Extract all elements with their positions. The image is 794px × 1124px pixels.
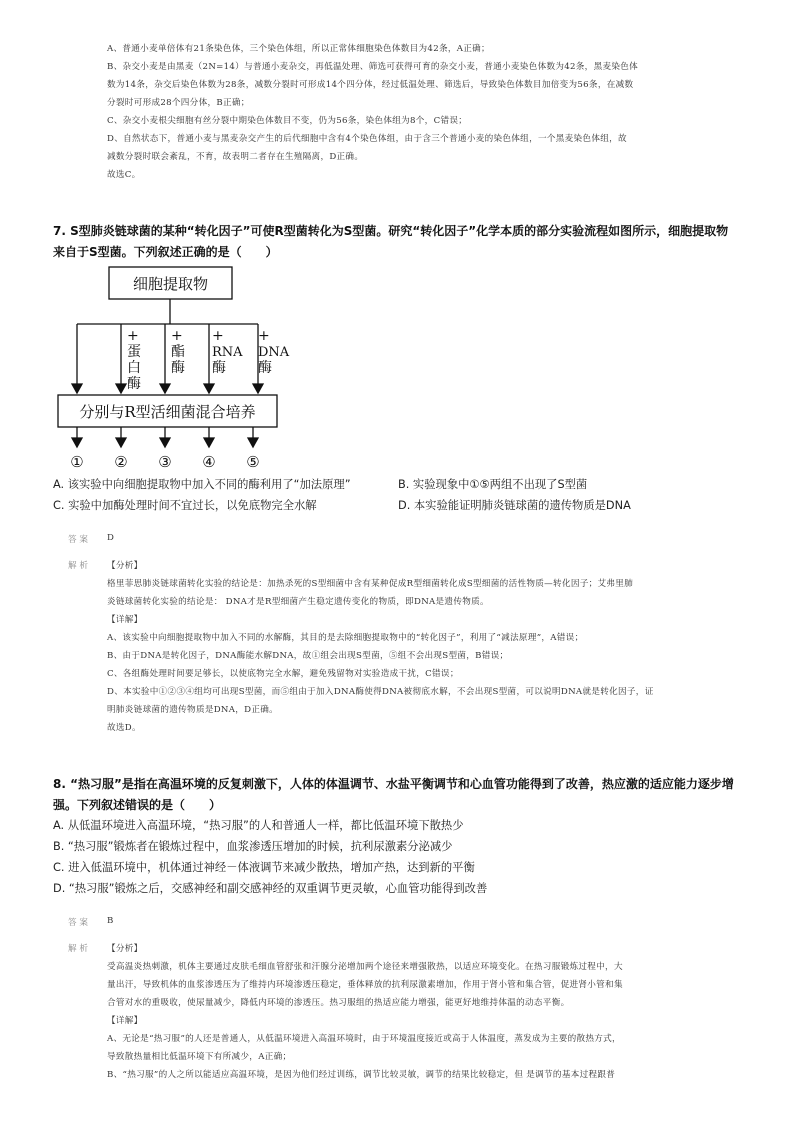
q8-analysis-line: 受高温炎热刺激，机体主要通过皮肤毛细血管舒张和汗腺分泌增加两个途径来增强散热，以适应环境变化。在热习服锻炼过程中，大 [107,962,623,972]
q7-stem: 7. S型肺炎链球菌的某种“转化因子”可使R型菌转化为S型菌。研究“转化因子”化学本质的部分实验流程如图所示，细胞提取物 [53,224,729,238]
prev-answer-line: 故选C。 [107,170,141,180]
q7-option-c[interactable]: C. 实验中加酶处理时间不宜过长，以免底物完全水解 [53,499,317,512]
q8-stem: 8. “热习服”是指在高温环境的反复刺激下，人体的体温调节、水盐平衡调节和心血管功能得到了改善，热应激的适应能力逐步增 [53,777,734,791]
svg-text:+: + [171,328,183,344]
q7-option-d[interactable]: D. 本实验能证明肺炎链球菌的遗传物质是DNA [398,499,631,512]
svg-text:酶: 酶 [212,360,226,376]
svg-text:+: + [127,328,139,344]
svg-text:DNA: DNA [258,345,290,360]
q8-analysis-line: 【详解】 [107,1016,143,1026]
q8-answer-label: 答 案 [68,918,88,928]
q8-stem: 强。下列叙述错误的是（ ） [53,798,222,812]
q8-option-c[interactable]: C. 进入低温环境中，机体通过神经－体液调节来减少散热，增加产热，达到新的平衡 [53,861,475,874]
q7-analysis-line: 故选D。 [107,723,141,733]
svg-text:+: + [212,328,224,344]
q7-experiment-diagram [50,262,300,477]
branch-esterase [171,328,185,376]
q7-analysis-line: D、本实验中①②③④组均可出现S型菌，而⑤组由于加入DNA酶使得DNA被彻底水解，不会出现S型菌，可以说明DNA就是转化因子，证 [107,687,654,697]
output-2: ② [114,453,128,471]
q7-option-b[interactable]: B. 实验现象中①⑤两组不出现了S型菌 [398,478,588,491]
q7-analysis-line: A、该实验中向细胞提取物中加入不同的水解酶，其目的是去除细胞提取物中的“转化因子”，利用了“减法原理”，A错误； [107,633,584,643]
prev-answer-line: B、杂交小麦是由黑麦（2N=14）与普通小麦杂交，再低温处理、筛选可获得可育的杂交小麦，普通小麦染色体数为42条，黑麦染色体 [107,62,639,72]
q7-analysis-line: 炎链球菌转化实验的结论是： DNA才是R型细菌产生稳定遗传变化的物质，即DNA是遗传物质。 [107,597,489,607]
q8-analysis-line: 合管对水的重吸收，使尿量减少，降低内环境的渗透压。热习服组的热适应能力增强，能更好地维持体温的动态平衡。 [107,998,570,1008]
q7-option-a[interactable]: A. 该实验中向细胞提取物中加入不同的酶利用了“加法原理” [53,478,351,491]
q8-analysis-line: 量出汗，导致机体的血浆渗透压为了维持内环境渗透压稳定，垂体释放的抗利尿激素增加，作用于肾小管和集合管，促进肾小管和集 [107,980,623,990]
branch-rnase [212,328,243,376]
output-4: ④ [202,453,216,471]
output-1: ① [70,453,84,471]
q8-option-b[interactable]: B. “热习服”锻炼者在锻炼过程中，血浆渗透压增加的时候，抗利尿激素分泌减少 [53,840,453,853]
q8-analysis-line: 【分析】 [107,944,143,954]
q8-analysis-line: A、无论是“热习服”的人还是普通人，从低温环境进入高温环境时，由于环境温度接近或高于人体温度，蒸发成为主要的散热方式， [107,1034,621,1044]
q7-analysis-line: 明肺炎链球菌的遗传物质是DNA，D正确。 [107,705,279,715]
prev-answer-line: D、自然状态下，普通小麦与黑麦杂交产生的后代细胞中含有4个染色体组，由于含三个普通小麦的染色体组，一个黑麦染色体组，故 [107,134,627,144]
bottom-box-label: 分别与R型活细菌混合培养 [79,403,256,421]
output-5: ⑤ [246,453,260,471]
svg-text:酶: 酶 [127,376,141,392]
q8-answer-value: B [107,916,114,926]
top-box-label: 细胞提取物 [132,275,209,293]
svg-text:酶: 酶 [258,360,272,376]
branch-protease [127,328,141,392]
svg-text:+: + [258,328,270,344]
svg-text:白: 白 [127,360,141,376]
q8-analysis-line: B、“热习服”的人之所以能适应高温环境，是因为他们经过训练，调节比较灵敏，调节的结果比较稳定，但 是调节的基本过程跟普 [107,1070,616,1080]
svg-text:RNA: RNA [212,345,243,360]
q7-analysis-line: 格里菲思肺炎链球菌转化实验的结论是：加热杀死的S型细菌中含有某种促成R型细菌转化成S型细菌的活性物质—转化因子；艾弗里肺 [107,579,634,589]
prev-answer-line: C、杂交小麦根尖细胞有丝分裂中期染色体数目不变，仍为56条，染色体组为8个，C错误； [107,116,468,126]
svg-text:蛋: 蛋 [127,344,141,360]
q8-analysis-line: 导致散热量相比低温环境下有所减少，A正确； [107,1052,292,1062]
q7-stem: 来自于S型菌。下列叙述正确的是（ ） [53,245,278,259]
q7-analysis-label: 解 析 [68,561,88,571]
q8-option-a[interactable]: A. 从低温环境进入高温环境，“热习服”的人和普通人一样，都比低温环境下散热少 [53,819,464,832]
q7-analysis-line: C、各组酶处理时间要足够长，以使底物完全水解，避免残留物对实验造成干扰，C错误； [107,669,459,679]
q8-analysis-label: 解 析 [68,944,88,954]
svg-text:酯: 酯 [171,344,185,360]
q7-analysis-line: 【详解】 [107,615,143,625]
branch-dnase [258,328,290,376]
q7-answer-label: 答 案 [68,535,88,545]
q7-answer-value: D [107,533,115,543]
output-3: ③ [158,453,172,471]
svg-text:酶: 酶 [171,360,185,376]
prev-answer-line: 减数分裂时联会紊乱，不育，故表明二者存在生殖隔离，D正确。 [107,152,364,162]
q8-option-d[interactable]: D. “热习服”锻炼之后，交感神经和副交感神经的双重调节更灵敏，心血管功能得到改善 [53,882,488,895]
prev-answer-line: A、普通小麦单倍体有21条染色体，三个染色体组，所以正常体细胞染色体数目为42条，A正确； [107,44,490,54]
prev-answer-line: 数为14条，杂交后染色体数为28条，减数分裂时可形成14个四分体，经过低温处理、筛选后，导致染色体数目加倍变为56条，在减数 [107,80,634,90]
prev-answer-line: 分裂时可形成28个四分体，B正确； [107,98,250,108]
q7-analysis-line: 【分析】 [107,561,143,571]
q7-analysis-line: B、由于DNA是转化因子，DNA酶能水解DNA，故①组会出现S型菌，⑤组不会出现S型菌，B错误； [107,651,509,661]
